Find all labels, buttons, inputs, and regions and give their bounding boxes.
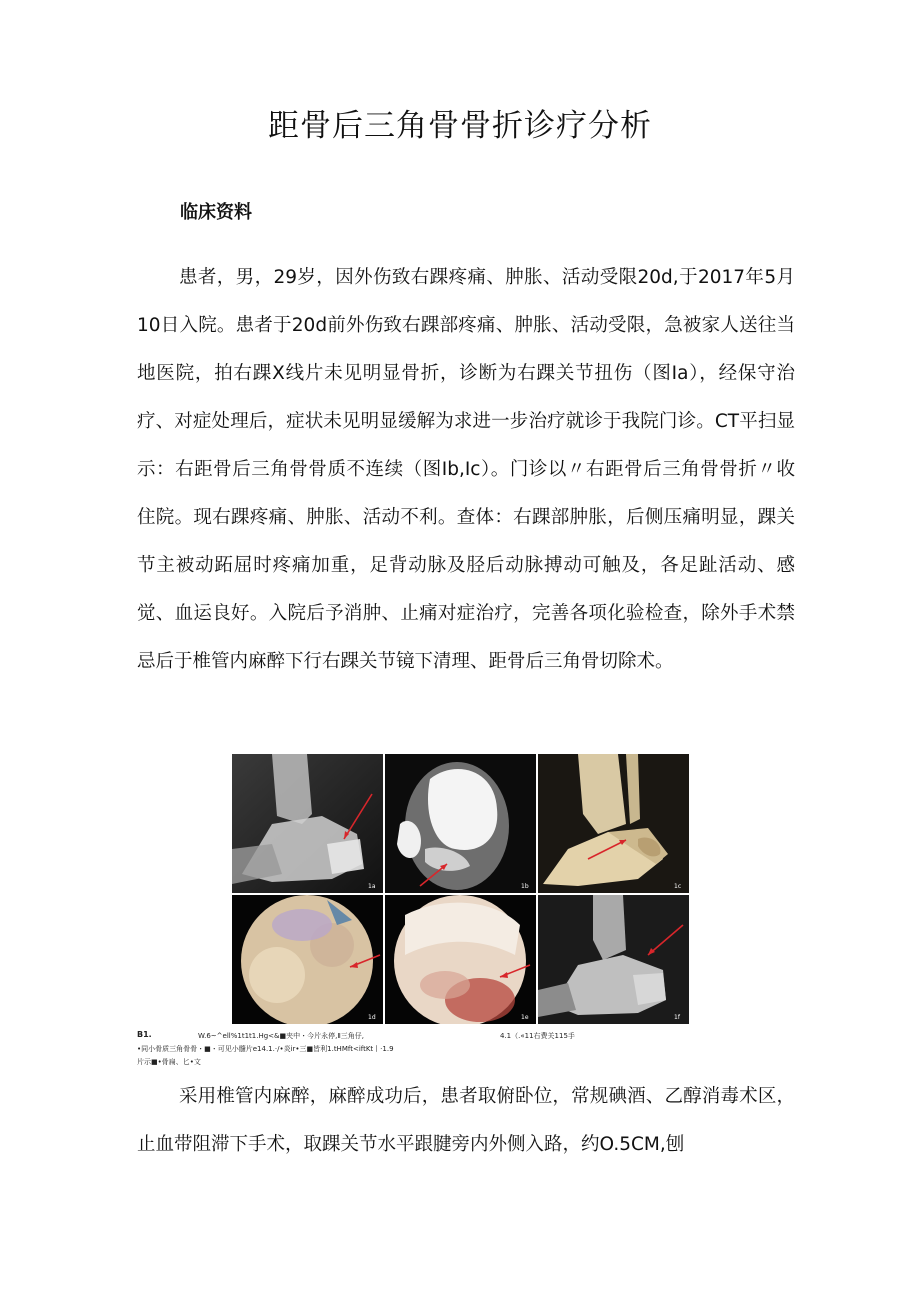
panel-label: 1f [674,1014,680,1021]
section-heading: 临床资料 [180,202,252,223]
panel-label: 1e [521,1014,529,1021]
panel-xray-lateral [232,754,383,893]
figure-caption-line2: •同小骨质三角骨骨・■・可见小髓片e14.1.·/•炎ir•三■皆利1.tHMft<iftKt丨·1.9 [137,1045,394,1053]
figure-caption-line1-end: 4.1（.«11右费关115手 [500,1032,575,1040]
panel-arthroscopy-1 [232,895,383,1024]
panel-ct-3d [538,754,689,893]
panel-label: 1b [521,883,529,890]
figure-label: B1. [137,1030,152,1039]
procedure-paragraph: 采用椎管内麻醉，麻醉成功后，患者取俯卧位，常规碘酒、乙醇消毒术区，止血带阻滞下手术，取踝关节水平跟腱旁内外侧入路，约O.5CM,刨 [137,1086,795,1155]
panel-label: 1d [368,1014,376,1021]
panel-ct-axial [385,754,536,893]
figure-caption-line3: 片示■•骨扁、匕•文 [137,1058,201,1066]
panel-xray-postop [538,895,689,1024]
figure-1 [232,754,689,1024]
clinical-paragraph: 患者，男，29岁，因外伤致右踝疼痛、肿胀、活动受限20d,于2017年5月10日入院。患者于20d前外伤致右踝部疼痛、肿胀、活动受限，急被家人送往当地医院，拍右踝X线片未见明显骨折，诊断为右踝关节扭伤（图Ia），经保守治疗、对症处理后，症状未见明显缓解为求进一步治疗就诊于我院门诊。CT平扫显示：右距骨后三角骨骨质不连续（图Ib,Ic）。门诊以〃右距骨后三角骨骨折〃收住院。现右踝疼痛、肿胀、活动不利。查体：右踝部肿胀，后侧压痛明显，踝关节主被动跖屈时疼痛加重，足背动脉及胫后动脉搏动可触及，各足趾活动、感觉、血运良好。入院后予消肿、止痛对症治疗，完善各项化验检查，除外手术禁忌后于椎管内麻醉下行右踝关节镜下清理、距骨后三角骨切除术。 [137,267,795,672]
panel-arthroscopy-2 [385,895,536,1024]
panel-label: 1a [368,883,376,890]
document-title: 距骨后三角骨骨折诊疗分析 [268,108,652,144]
panel-label: 1c [674,883,682,890]
figure-caption-line1: W.6~^ell%1t1t1.Hg<&■夹中・今片永停,Ⅱ三角仔, [198,1032,364,1040]
